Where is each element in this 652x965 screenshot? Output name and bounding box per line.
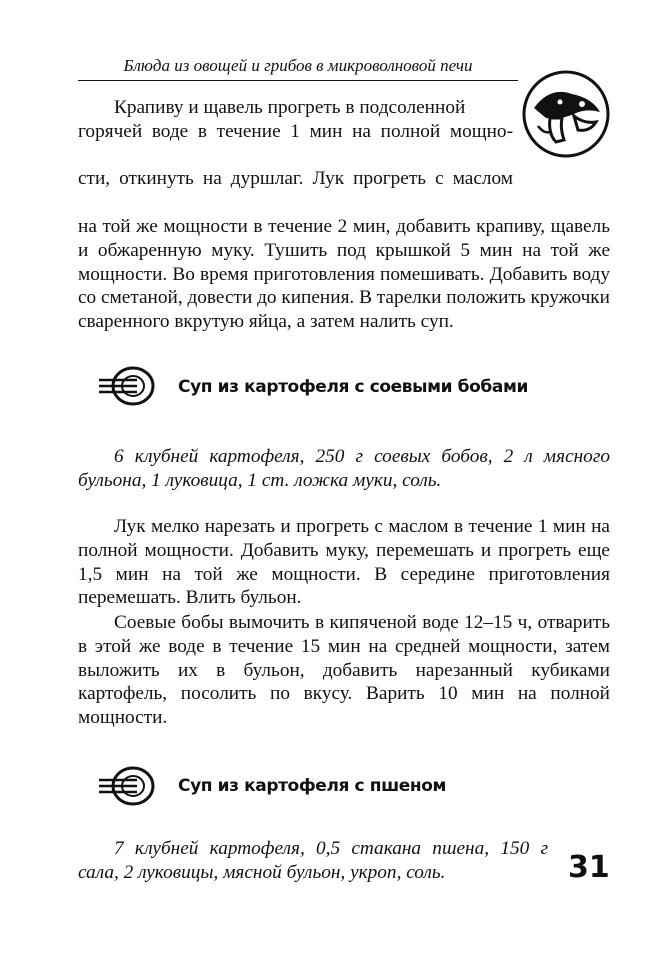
intro-paragraph	[78, 96, 610, 334]
intro-line-1: Крапиву и щавель прогреть в подсоленной	[114, 97, 466, 118]
page-number: 31	[568, 850, 610, 885]
intro-line-3: сти, откинуть на дуршлаг. Лук прогреть с маслом	[78, 168, 513, 190]
recipe1-ingredients: 6 клубней картофеля, 250 г соевых бобов, 2 л мясного бульона, 1 луковица, 1 ст. ложка муки, соль.	[78, 446, 610, 491]
plate-with-cutlery-icon	[97, 366, 155, 406]
recipe2-title: Суп из картофеля с пшеном	[178, 776, 446, 796]
plate-with-cutlery-icon	[97, 766, 155, 806]
intro-line-2: горячей воде в течение 1 мин на полной мощно-	[78, 120, 513, 142]
intro-rest: на той же мощности в течение 2 мин, добавить крапиву, щавель и обжаренную муку. Тушить под крышкой 5 мин на той же мощности. Во время приготовления помешивать. Добавить воду со сметаной, довести до кипения. В тарелки положить кружочки сваренного вкрутую яйца, а затем налить суп.	[78, 215, 610, 333]
recipe1-step-1: Лук мелко нарезать и прогреть с маслом в течение 1 мин на полной мощности. Добавить муку, перемешать и прогреть еще 1,5 мин на той же мощности. В середине приготовления перемешать. Влить бульон.	[78, 516, 610, 609]
running-header: Блюда из овощей и грибов в микроволновой печи	[78, 56, 518, 81]
recipe1-title: Суп из картофеля с соевыми бобами	[178, 377, 528, 397]
recipe2-ingredients: 7 клубней картофеля, 0,5 стакана пшена, 150 г сала, 2 луковицы, мясной бульон, укроп, соль.	[78, 838, 548, 883]
recipe1-step-2: Соевые бобы вымочить в кипяченой воде 12–15 ч, отварить в этой же воде в течение 15 мин на средней мощности, затем выложить их в бульон, добавить нарезанный кубиками картофель, посолить по вкусу. Варить 10 мин на полной мощности.	[78, 612, 610, 729]
